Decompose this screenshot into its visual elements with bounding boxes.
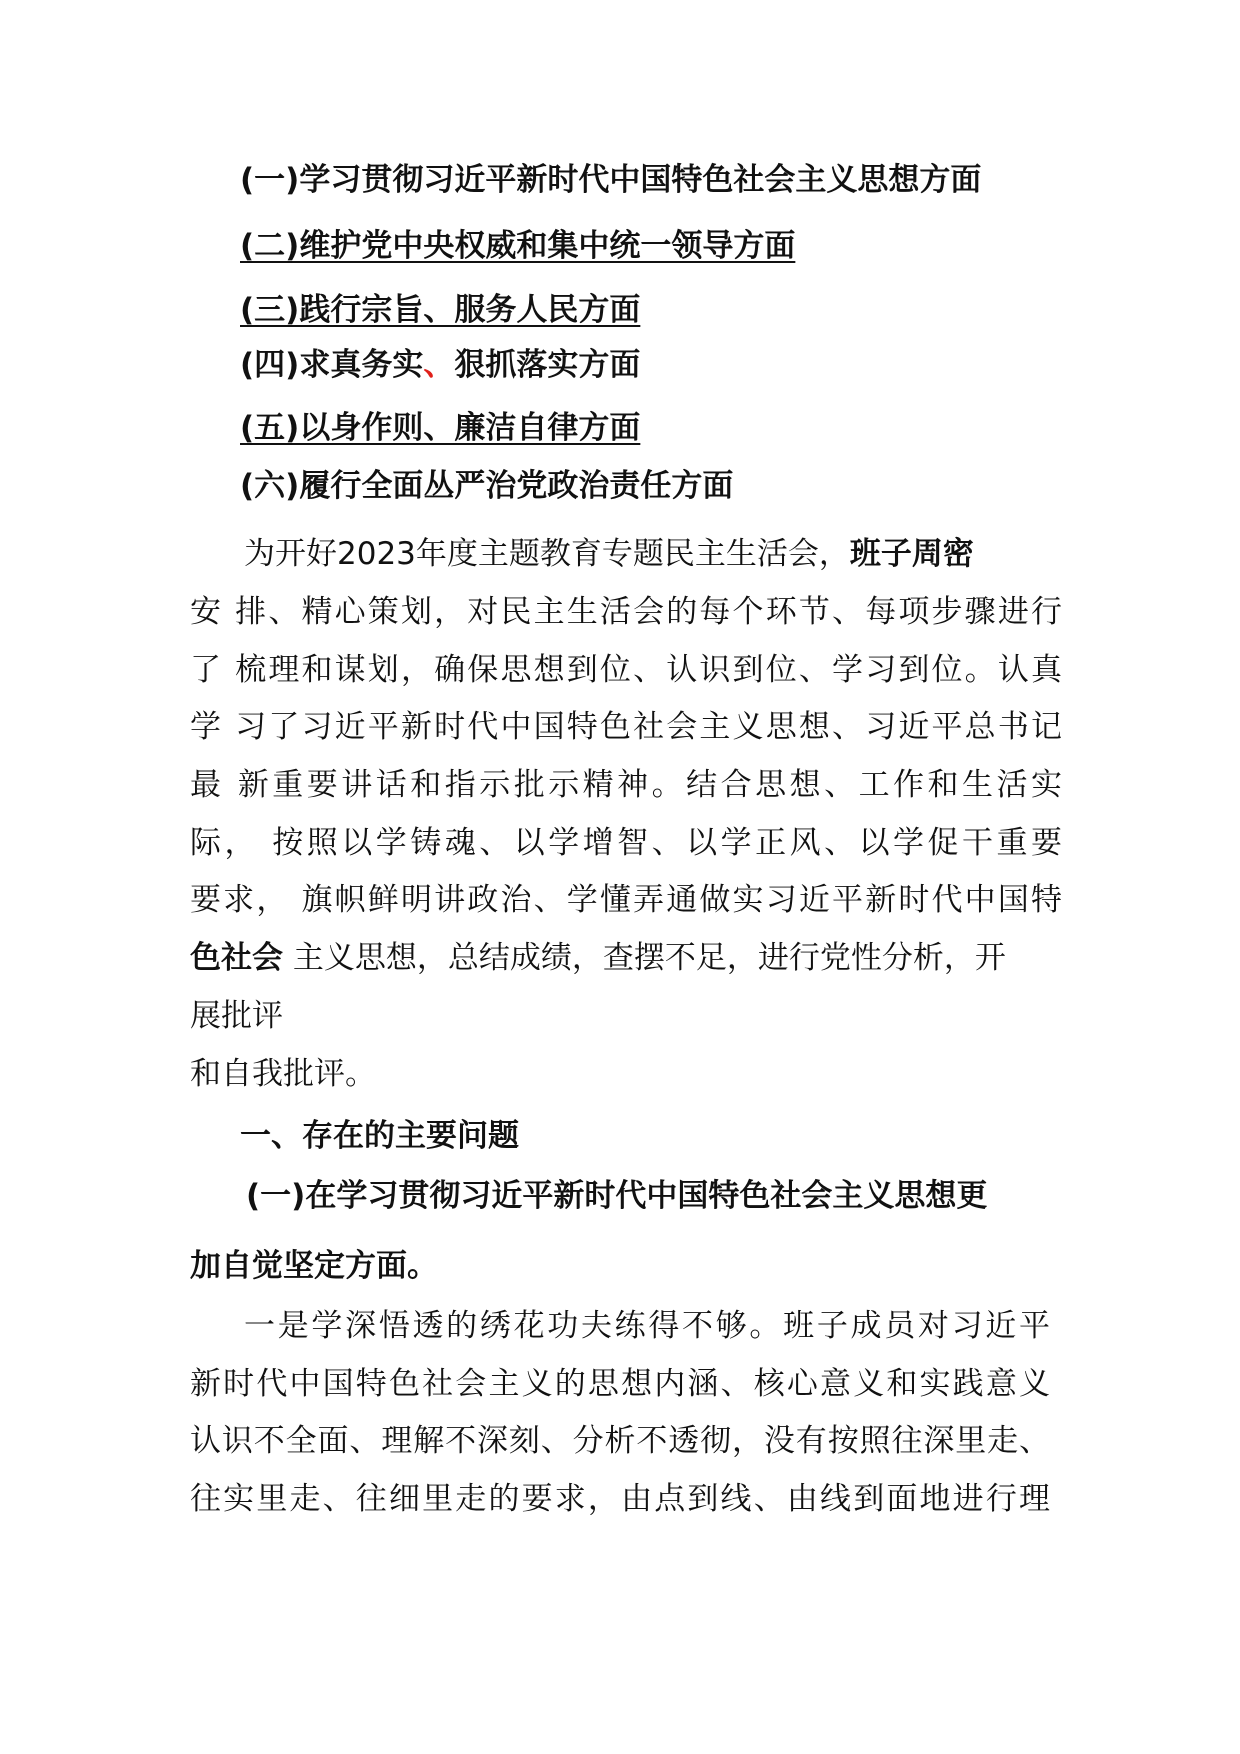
body-line-1: 一是学深悟透的绣花功夫练得不够。班子成员对习近平 xyxy=(244,1308,1050,1344)
toc-item-4-separator: 、 xyxy=(423,347,455,383)
intro-line-9: 展批评 xyxy=(190,998,283,1034)
intro-line-10: 和自我批评。 xyxy=(190,1056,376,1092)
intro-line-8-bold: 色社会 xyxy=(190,940,283,976)
intro-line-4: 学 习了习近平新时代中国特色社会主义思想、习近平总书记 xyxy=(190,709,1062,745)
intro-line-8-text: 主义思想，总结成绩，查摆不足，进行党性分析，开 xyxy=(283,940,1006,976)
body-line-3: 认识不全面、理解不深刻、分析不透彻，没有按照往深里走、 xyxy=(190,1423,1050,1459)
intro-line-1-text: 为开好2023年度主题教育专题民主生活会， xyxy=(244,536,850,572)
toc-item-2: (二)维护党中央权威和集中统一领导方面 xyxy=(240,228,796,264)
intro-line-8 xyxy=(190,938,1062,978)
body-line-4: 往实里走、往细里走的要求，由点到线、由线到面地进行理 xyxy=(190,1481,1050,1517)
intro-line-5: 最 新重要讲话和指示批示精神。结合思想、工作和生活实 xyxy=(190,767,1062,803)
intro-line-1 xyxy=(244,534,1062,574)
intro-line-3: 了 梳理和谋划，确保思想到位、认识到位、学习到位。认真 xyxy=(190,652,1062,688)
toc-item-5: (五)以身作则、廉洁自律方面 xyxy=(240,410,641,446)
toc-item-4-part2: 狠抓落实方面 xyxy=(454,347,641,383)
intro-line-2: 安 排、精心策划，对民主生活会的每个环节、每项步骤进行 xyxy=(190,594,1062,630)
intro-line-7: 要求， 旗帜鲜明讲政治、学懂弄通做实习近平新时代中国特 xyxy=(190,882,1062,918)
body-line-2: 新时代中国特色社会主义的思想内涵、核心意义和实践意义 xyxy=(190,1366,1050,1402)
toc-item-3: (三)践行宗旨、服务人民方面 xyxy=(240,292,641,328)
subsection-heading-line-2: 加自觉坚定方面。 xyxy=(190,1248,438,1284)
section-heading: 一、存在的主要问题 xyxy=(240,1118,519,1154)
toc-item-1: (一)学习贯彻习近平新时代中国特色社会主义思想方面 xyxy=(240,162,982,198)
toc-item-4 xyxy=(240,345,640,385)
subsection-heading-line-1: (一)在学习贯彻习近平新时代中国特色社会主义思想更 xyxy=(246,1178,988,1214)
toc-item-6: (六)履行全面丛严治党政治责任方面 xyxy=(240,468,734,504)
intro-line-6: 际， 按照以学铸魂、以学增智、以学正风、以学促干重要 xyxy=(190,825,1062,861)
intro-line-1-bold: 班子周密 xyxy=(849,536,974,572)
toc-item-4-part1: (四)求真务实 xyxy=(240,347,424,383)
